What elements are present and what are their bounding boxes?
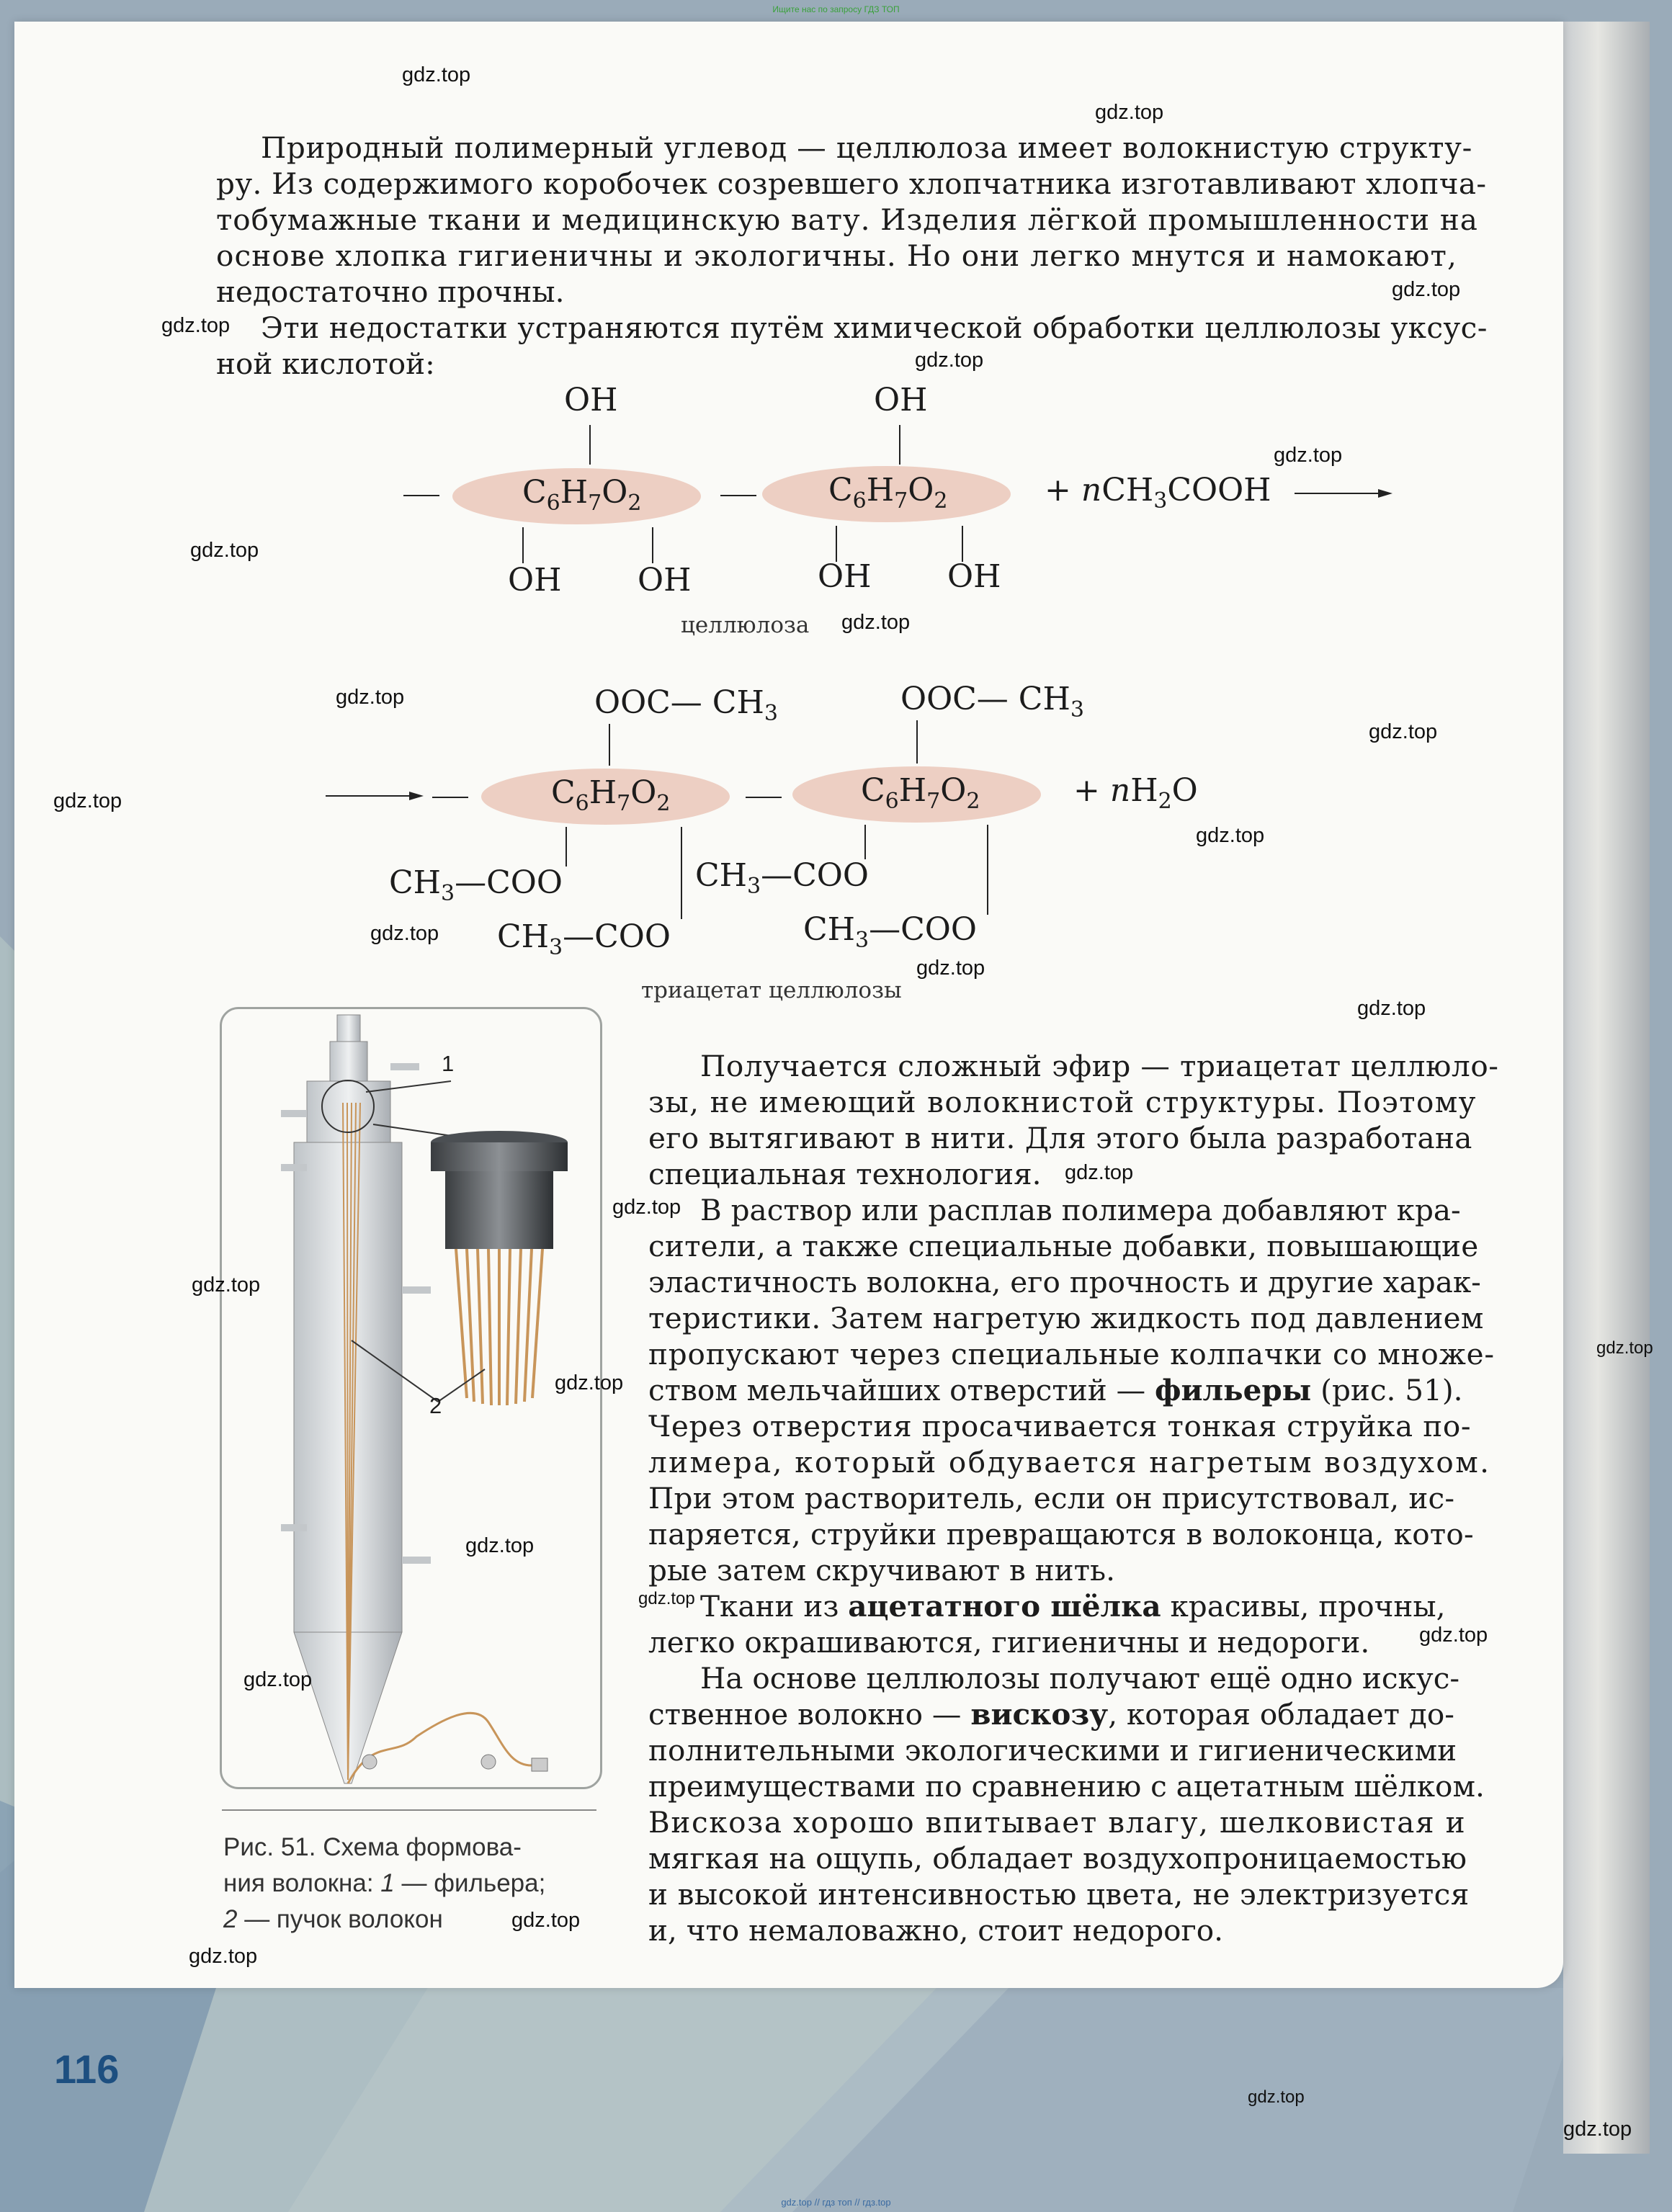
unit-formula: $C_6H_7O_2$: [861, 772, 980, 814]
oh-group: OH: [947, 558, 1001, 595]
watermark: gdz.top: [511, 1909, 581, 1932]
text-line: Получается сложный эфир — триацетат целлюло-: [700, 1049, 1499, 1083]
caption-line: 2 — пучок волокон: [223, 1905, 443, 1933]
text-line: недостаточно прочны.: [216, 274, 565, 309]
watermark: gdz.top: [1196, 824, 1265, 847]
watermark: gdz.top: [243, 1668, 313, 1691]
text-line: ственное волокно — вискозу, которая обладает до-: [648, 1697, 1454, 1732]
watermark: gdz.top: [1369, 720, 1438, 743]
text-line: Природный полимерный углевод — целлюлоза имеет волокнистую структу-: [261, 130, 1472, 165]
watermark: gdz.top: [336, 686, 405, 709]
paragraph-1: [216, 130, 1488, 382]
text-line: основе хлопка гигиеничны и экологичны. Но они легко мнутся и намокают,: [216, 238, 1457, 273]
text-line: Ткани из ацетатного шёлка красивы, прочны,: [700, 1589, 1446, 1624]
watermark: gdz.top: [370, 922, 439, 945]
watermark: gdz.top: [1563, 2118, 1632, 2141]
callout-1: 1: [442, 1051, 455, 1076]
watermark: gdz.top: [1065, 1161, 1134, 1184]
text-line: лимера, который обдувается нагретым воздухом.: [648, 1445, 1491, 1479]
text-line: специальная технология.: [648, 1157, 1042, 1191]
watermark: gdz.top: [1248, 2087, 1305, 2107]
text-line: и, что немаловажно, стоит недорого.: [648, 1913, 1224, 1948]
oh-group: OH: [818, 558, 872, 595]
reaction-arrow: [1293, 483, 1394, 504]
caption-rule: [222, 1809, 596, 1811]
unit-formula: $C_6H_7O_2$: [551, 774, 671, 816]
text-line: легко окрашиваются, гигиеничны и недороги.: [648, 1625, 1370, 1660]
watermark: gdz.top: [192, 1273, 261, 1297]
oh-group: OH: [508, 562, 562, 599]
text-line: эластичность волокна, его прочность и другие харак-: [648, 1265, 1481, 1299]
text-line: сители, а также специальные добавки, повышающие: [648, 1229, 1479, 1263]
header-note: Ищите нас по запросу ГДЗ ТОП: [772, 4, 900, 14]
text-line: рые затем скручивают в нить.: [648, 1553, 1115, 1588]
text-line: ру. Из содержимого коробочек созревшего хлопчатника изготавливают хлопча-: [216, 166, 1487, 201]
page-number: 116: [54, 2046, 120, 2092]
watermark: gdz.top: [1392, 278, 1461, 301]
watermark: gdz.top: [916, 957, 985, 980]
ch3-coo-group: $CH_3—COO$: [803, 911, 977, 953]
text-line: теристики. Затем нагретую жидкость под давлением: [648, 1301, 1484, 1335]
watermark: gdz.top: [161, 314, 231, 337]
text-line: преимуществами по сравнению с ацетатным шёлком.: [648, 1769, 1485, 1804]
text-line: пропускают через специальные колпачки со множе-: [648, 1337, 1495, 1371]
watermark: gdz.top: [465, 1534, 535, 1557]
ooc-ch3-group: OOC— $CH_3$: [900, 681, 1084, 722]
ch3-coo-group: $CH_3—COO$: [695, 857, 869, 899]
watermark: gdz.top: [189, 1945, 258, 1968]
text-line: мягкая на ощупь, обладает воздухопроницаемостью: [648, 1841, 1467, 1876]
text-line: паряется, струйки превращаются в волоконца, кото-: [648, 1517, 1474, 1551]
product: + $nH_2O$: [1073, 772, 1198, 814]
reaction-arrow: [324, 785, 425, 807]
watermark: gdz.top: [1095, 101, 1164, 124]
caption-line: ния волокна: 1 — фильера;: [223, 1869, 546, 1897]
ch3-coo-group: $CH_3—COO$: [389, 864, 563, 906]
unit-formula: $C_6H_7O_2$: [522, 474, 642, 516]
footer-note: gdz.top // гдз топ // гдз.top: [781, 2197, 891, 2208]
text-line: тобумажные ткани и медицинскую вату. Изделия лёгкой промышленности на: [216, 202, 1478, 237]
watermark: gdz.top: [915, 349, 984, 372]
reagent: + nCH$_3$COOH: [1045, 472, 1271, 514]
callout-2: 2: [429, 1393, 442, 1418]
text-line: Эти недостатки устраняются путём химической обработки целлюлозы уксус-: [261, 310, 1488, 345]
watermark: gdz.top: [53, 789, 122, 812]
watermark: gdz.top: [190, 539, 259, 562]
watermark: gdz.top: [1357, 997, 1426, 1020]
caption-line: Рис. 51. Схема формова-: [223, 1833, 522, 1861]
oh-group: OH: [564, 382, 618, 418]
fibers-enlarged: [456, 1249, 542, 1405]
text-line: его вытягивают в нити. Для этого была разработана: [648, 1121, 1472, 1155]
watermark: gdz.top: [402, 63, 471, 86]
watermark: gdz.top: [612, 1196, 681, 1219]
cellulose-label: целлюлоза: [681, 612, 810, 638]
text-line: Вискоза хорошо впитывает влагу, шелковистая и: [648, 1805, 1467, 1840]
watermark: gdz.top: [638, 1589, 695, 1608]
text-line: и высокой интенсивностью цвета, не электризуется: [648, 1877, 1470, 1912]
text-line: Через отверстия просачивается тонкая струйка по-: [648, 1409, 1472, 1443]
watermark: gdz.top: [1419, 1624, 1488, 1647]
watermark: gdz.top: [841, 611, 911, 634]
text-line: При этом растворитель, если он присутствовал, ис-: [648, 1481, 1455, 1515]
text-line: полнительными экологическими и гигиеническими: [648, 1733, 1457, 1768]
watermark: gdz.top: [1274, 444, 1343, 467]
text-line: зы, не имеющий волокнистой структуры. Поэтому: [648, 1085, 1477, 1119]
text-line: В раствор или расплав полимера добавляют кра-: [700, 1193, 1461, 1227]
ch3-coo-group: $CH_3—COO$: [497, 918, 671, 960]
watermark: gdz.top: [1596, 1338, 1653, 1358]
triacetate-label: триацетат целлюлозы: [641, 977, 902, 1003]
oh-group: OH: [638, 562, 692, 599]
text-line: На основе целлюлозы получают ещё одно искус-: [700, 1661, 1460, 1696]
ooc-ch3-group: OOC— $CH_3$: [594, 684, 778, 726]
text-line: ством мельчайших отверстий — фильеры (рис. 51).: [648, 1373, 1463, 1407]
watermark: gdz.top: [555, 1371, 624, 1394]
unit-formula: $C_6H_7O_2$: [828, 472, 948, 514]
text-line: ной кислотой:: [216, 346, 435, 381]
oh-group: OH: [874, 382, 928, 418]
page-edge: [1563, 22, 1650, 2154]
